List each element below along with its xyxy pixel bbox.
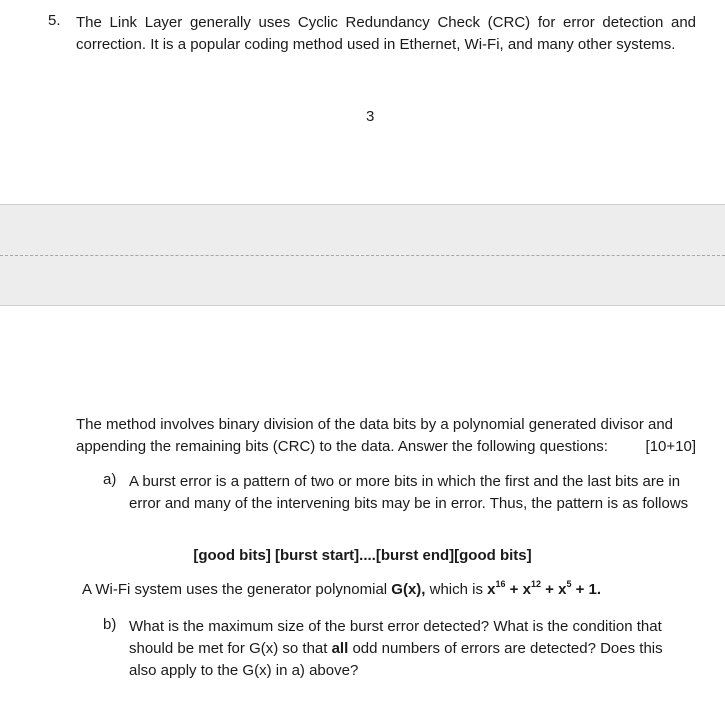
page-break-line bbox=[0, 255, 725, 256]
part-b-label: b) bbox=[103, 616, 117, 633]
generator-polynomial-line bbox=[82, 581, 601, 598]
method-text: The method involves binary division of the data bits by a polynomial generated divisor and appending the remaining bits (CRC) to the data. Answer the following questions: bbox=[76, 416, 674, 455]
part-b-bold-all: all bbox=[331, 640, 349, 657]
method-paragraph bbox=[76, 414, 696, 458]
generator-prefix: A Wi-Fi system uses the generator polynomial bbox=[82, 581, 392, 598]
burst-pattern: [good bits] [burst start]....[burst end][good bits] bbox=[193, 547, 532, 564]
question-intro: The Link Layer generally uses Cyclic Redundancy Check (CRC) for error detection and correction. It is a popular coding method used in Ethernet, Wi-Fi, and many other systems. bbox=[76, 14, 696, 53]
marks-label: [10+10] bbox=[645, 438, 696, 455]
generator-middle: which is bbox=[425, 581, 488, 598]
part-a-text: A burst error is a pattern of two or more bits in which the first and the last bits are in error and many of the intervening bits may be in error. Thus, the pattern is as follows bbox=[129, 473, 689, 512]
part-b-text-after: odd numbers of errors are detected? Does this also apply to the G(x) in a) above? bbox=[129, 640, 663, 679]
page-number: 3 bbox=[366, 108, 375, 125]
part-b-text-before: What is the maximum size of the burst error detected? What is the condition that should be met for G(x) so that bbox=[129, 618, 662, 657]
part-b-text bbox=[129, 616, 689, 682]
question-number: 5. bbox=[48, 12, 61, 29]
generator-name: G(x), bbox=[391, 581, 426, 598]
part-a-label: a) bbox=[103, 471, 117, 488]
generator-polynomial: $x^{16} + x^{12} + x^5 + 1$. bbox=[487, 579, 602, 598]
